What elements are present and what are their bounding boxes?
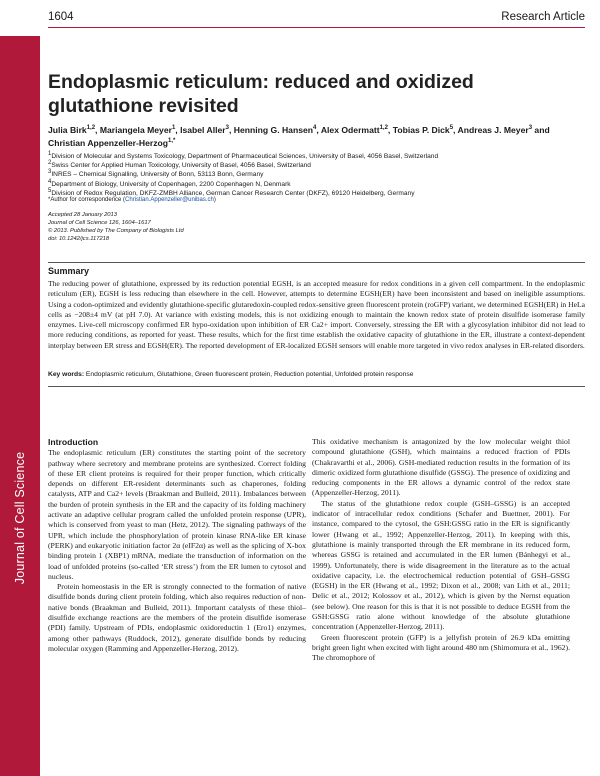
author-affiliation-mark: 1 — [171, 125, 176, 132]
author-list: Julia Birk$^{1,2}$, Mariangela Meyer$^1$, Isabel Aller$^3$, Henning G. Hansen$^4$, Alex Odermatt$^{1,2}$, Tobias P. Dick$^5$, Andreas J. Meyer$^3$ and Christian Appenzeller-Herzog$^{1,*}$ — [48, 125, 550, 148]
author-affiliation-mark: 3 — [225, 125, 229, 132]
publication-info — [48, 212, 184, 244]
affiliation-number: 2 — [48, 160, 52, 167]
article-type: Research Article — [501, 11, 585, 23]
paragraph: The endoplasmic reticulum (ER) constitutes the starting point of the secretory pathway where secretory and membrane proteins are synthesized. Correct folding of these ER client proteins is required for their proper function, which critically depends on different ER-resident determinants such as chaperones, folding catalysts, ATP and Ca2+ levels (Braakman and Bulleid, 2011). Imbalances between the burden of protein synthesis in the ER and the capacity of its folding machinery activate an adaptive cellular program called the unfolded protein response (UPR), which is conserved from yeast to man (Hetz, 2012). The signaling pathways of the UPR, which include the phosphorylation of protein kinase RNA-like ER kinase (PERK) and eukaryotic initiation factor 2α (eIF2α) as well as the splicing of X-box binding protein 1 (XBP1) mRNA, mediate the transduction of information on the load of unfolded proteins (so-called ‘ER stress’) from the ER lumen to cytosol and nucleus. — [48, 448, 306, 581]
affiliation — [48, 161, 588, 170]
accepted-date: Accepted 28 January 2013 — [48, 212, 117, 218]
paragraph: Protein homeostasis in the ER is strongly connected to the formation of native disulfide bonds during client protein folding, which also requires reduction of non-native bonds (Braakman and Bulleid, 2011). Important catalysts of these thiol–disulfide exchange reactions are the members of the protein disulfide isomerase (PDI) family. Upstream of PDIs, endoplasmic oxidoreductin 1 (Ero1) enzymes, among other pathways (Ruddock, 2012), generate disulfide bonds by reducing molecular oxygen (Ramming and Appenzeller-Herzog, 2012). — [48, 582, 306, 653]
author-affiliation-mark: 3 — [528, 125, 533, 132]
doi[interactable]: doi: 10.1242/jcs.117218 — [48, 235, 110, 242]
affiliation-text: Department of Biology, University of Copenhagen, 2200 Copenhagen N, Denmark — [51, 180, 291, 188]
body-column-left — [48, 437, 306, 654]
affiliation-text: Swiss Center for Applied Human Toxicology, University of Basel, 4056 Basel, Switzerland — [51, 162, 311, 170]
citation: Journal of Cell Science 126, 1604–1617 — [48, 219, 151, 226]
keywords-label: Key words: — [48, 371, 85, 378]
affiliation-text: Division of Molecular and Systems Toxicology, Department of Pharmaceutical Sciences, University of Basel, 4056 Basel, Switzerland — [51, 153, 439, 160]
author-name: Mariangela Meyer — [99, 125, 172, 135]
author-name: Julia Birk — [48, 125, 87, 135]
affiliation-number: 1 — [48, 150, 52, 157]
keywords-text: Endoplasmic reticulum, Glutathione, Green fluorescent protein, Reduction potential, Unfolded protein response — [85, 371, 414, 378]
correspondence-label: *Author for correspondence ( — [48, 197, 126, 203]
author-affiliation-mark: 1,* — [168, 137, 176, 144]
paragraph: Green fluorescent protein (GFP) is a jellyfish protein of 26.9 kDa emitting bright green light when excited with light around 480 nm (Shimomura et al., 1962). The chromophore of — [312, 632, 570, 663]
keywords — [48, 371, 413, 378]
author-name: Andreas J. Meyer — [457, 125, 529, 135]
affiliation-number: 5 — [48, 187, 52, 194]
copyright: © 2013. Published by The Company of Biologists Ltd — [48, 227, 184, 234]
body-column-right — [312, 437, 570, 664]
author-name: Tobias P. Dick — [392, 125, 450, 135]
page-number: 1604 — [48, 11, 74, 23]
keywords-rule — [48, 386, 585, 387]
summary-text: The reducing power of glutathione, expressed by its reduction potential EGSH, is an accepted measure for redox conditions in a given cell compartment. In the endoplasmic reticulum (ER), EGSH is less reducing than elsewhere in the cell. However, attempts to determine EGSH(ER) have been inconsistent and based on ineligible assumptions. Using a codon-optimized and evidently glutathione-specific glutaredoxin-coupled redox-sensitive green fluorescent protein (roGFP) variant, we determined EGSH(ER) in HeLa cells as −208±4 mV (at pH 7.0). At variance with existing models, this is not oxidizing enough to maintain the known redox state of protein disulfide isomerase family enzymes. Live-cell microscopy confirmed ER hypo-oxidation upon inhibition of ER Ca2+ import. Conversely, stressing the ER with a glycosylation inhibitor did not lead to more reducing conditions, as reported for yeast. These results, which for the first time establish the oxidative capacity of glutathione in the ER, illustrate a context-dependent interplay between ER stress and EGSH(ER). The reported development of ER-localized EGSH sensors will enable more targeted in vivo redox analyses in ER-related disorders. — [48, 279, 585, 350]
author-name: Isabel Aller — [180, 125, 226, 135]
correspondence-email[interactable]: Christian.Appenzeller@unibas.ch — [125, 197, 214, 203]
author-affiliation-mark: 4 — [313, 125, 317, 132]
author-name: Henning G. Hansen — [233, 125, 314, 135]
journal-name: Journal of Cell Science — [13, 451, 27, 585]
affiliation — [48, 170, 588, 179]
author-name: Alex Odermatt — [320, 125, 380, 135]
affiliation — [48, 152, 588, 161]
affiliation-number: 3 — [48, 169, 52, 176]
affiliation — [48, 180, 588, 189]
paragraph: The status of the glutathione redox couple (GSH–GSSG) is an accepted indicator of intracellular redox conditions (Schafer and Buettner, 2001). For instance, compared to the cytosol, the GSH:GSSG ratio in the ER is significantly lower (Hwang et al., 1992; Appenzeller-Herzog, 2011). In keeping with this, glutathione is mainly transported through the ER membrane in its reduced form, whereas GSSG is retained and accumulated in the ER lumen (Bánhegyi et al., 1999). Unfortunately, there is wide disagreement in the literature as to the actual oxidative capacity, i.e. the electrochemical reduction potential of GSH–GSSG (EGSH) in the ER (Hwang et al., 1992; Dixon et al., 2008; van Lith et al., 2011; Delic et al., 2012; Kolossov et al., 2012), which is given by the Nernst equation (see below). One reason for this is that it is not possible to deduce EGSH from the GSH:GSSG ratio alone without knowledge of the absolute glutathione concentration (Appenzeller-Herzog, 2011). — [312, 498, 570, 632]
introduction-heading: Introduction — [48, 437, 99, 447]
correspondence — [48, 197, 216, 203]
affiliation-list — [48, 152, 588, 198]
header-rule — [48, 27, 585, 28]
journal-sidebar — [0, 36, 40, 776]
author-name: Christian Appenzeller-Herzog — [48, 137, 169, 148]
affiliation-text: Division of Redox Regulation, DKFZ-ZMBH Alliance, German Cancer Research Center (DKFZ), 69120 Heidelberg, Germany — [51, 189, 415, 197]
affiliation-text: INRES – Chemical Signalling, University of Bonn, 53113 Bonn, Germany — [51, 171, 264, 179]
author-affiliation-mark: 1,2 — [86, 125, 96, 132]
author-affiliation-mark: 1,2 — [379, 125, 388, 132]
author-affiliation-mark: 5 — [449, 125, 454, 132]
correspondence-close: ) — [213, 197, 216, 203]
article-title: Endoplasmic reticulum: reduced and oxidized glutathione revisited — [48, 71, 474, 117]
affiliation-number: 4 — [48, 178, 52, 185]
paragraph: This oxidative mechanism is antagonized by the low molecular weight thiol compound glutathione (GSH), which maintains a reduced fraction of PDIs (Chakravarthi et al., 2006). GSH-mediated reduction results in the formation of its dimeric oxidized form glutathione disulfide (GSSG). The presence of oxidizing and reducing components in the ER allows a dynamic control of the redox state (Appenzeller-Herzog, 2011). — [312, 437, 570, 498]
summary-rule — [48, 262, 585, 263]
summary-heading: Summary — [48, 266, 90, 276]
